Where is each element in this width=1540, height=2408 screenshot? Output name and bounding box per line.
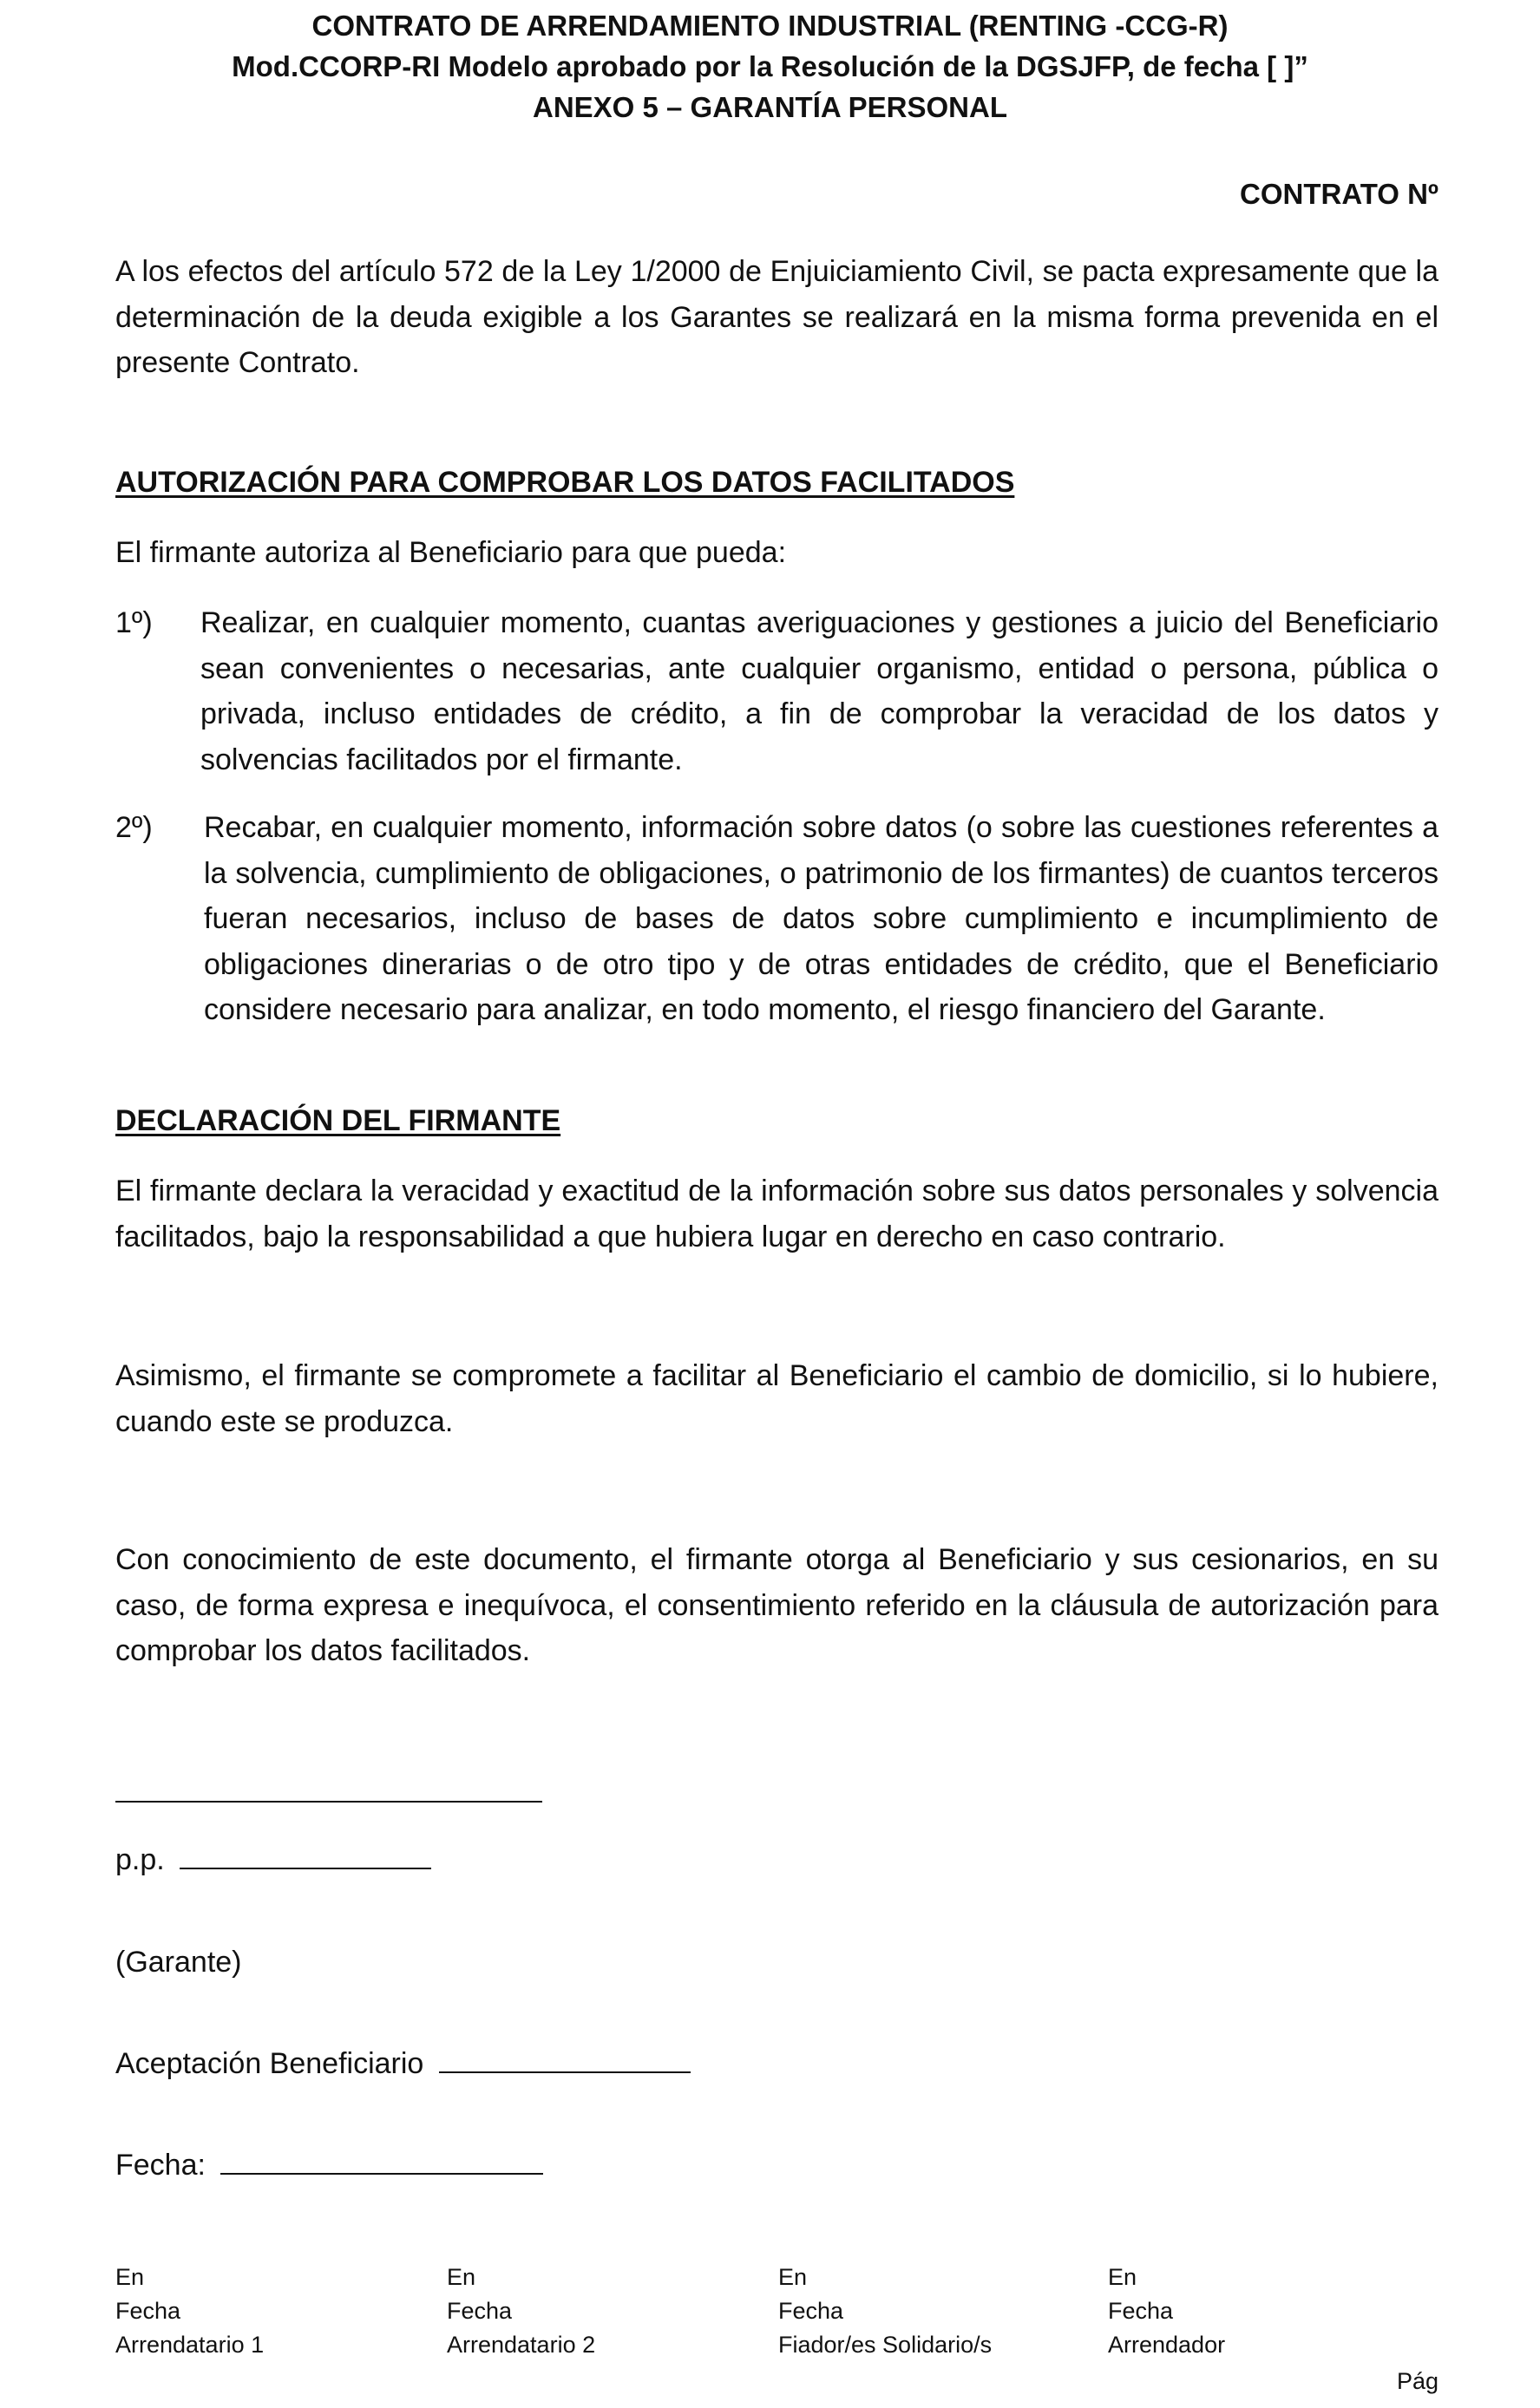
contract-number-label: CONTRATO Nº (1240, 178, 1438, 210)
authorization-item-1-number: 1º) (115, 606, 153, 639)
footer-date-label: Fecha (778, 2298, 844, 2324)
footer-date-label: Fecha (1108, 2298, 1174, 2324)
header-model: Mod.CCORP-RI Modelo aprobado por la Resolución de la DGSJFP, de fecha [ ]” (232, 50, 1308, 82)
footer-place-label: En (447, 2264, 476, 2290)
page-number-label: Pág (1396, 2368, 1438, 2394)
declaration-heading: DECLARACIÓN DEL FIRMANTE (115, 1104, 561, 1137)
authorization-heading: AUTORIZACIÓN PARA COMPROBAR LOS DATOS FACILITADOS (115, 466, 1015, 499)
pp-signature-row (115, 1837, 431, 1882)
footer-column-arrendador (1108, 2261, 1225, 2362)
footer-place-label: En (115, 2264, 145, 2290)
acceptance-signature-blank[interactable] (439, 2045, 691, 2073)
authorization-item-2-number: 2º) (115, 811, 153, 844)
footer-column-arrendatario-2 (447, 2261, 595, 2362)
footer-date-label: Fecha (447, 2298, 513, 2324)
footer-party-label: Arrendatario 1 (115, 2332, 265, 2358)
authorization-lead: El firmante autoriza al Beneficiario para que pueda: (115, 536, 787, 569)
footer-place-label: En (778, 2264, 808, 2290)
declaration-paragraph-1: El firmante declara la veracidad y exactitud de la información sobre sus datos personales y solvencia facilitados, bajo la responsabilidad a que hubiera lugar en derecho en caso contrario. (115, 1175, 1438, 1253)
document-header (0, 5, 1540, 128)
acceptance-row (115, 2041, 691, 2086)
footer-column-arrendatario-1 (115, 2261, 264, 2362)
date-blank[interactable] (220, 2147, 543, 2175)
date-row (115, 2143, 543, 2188)
date-label: Fecha: (115, 2149, 206, 2182)
declaration-paragraph-2: Asimismo, el firmante se compromete a facilitar al Beneficiario el cambio de domicilio, si lo hubiere, cuando este se produzca. (115, 1359, 1438, 1438)
footer-party-label: Fiador/es Solidario/s (778, 2332, 993, 2358)
guarantor-signature-line[interactable] (115, 1801, 542, 1803)
authorization-item-2-text: Recabar, en cualquier momento, información sobre datos (o sobre las cuestiones referentes a la solvencia, cumplimiento de obligaciones, o patrimonio de los firmantes) de cuantos terceros fueran necesarios, incluso de bases de datos sobre cumplimiento e incumplimiento de obligaciones dinerarias o de otro tipo y de otras entidades de crédito, que el Beneficiario considere necesario para analizar, en todo momento, el riesgo financiero del Garante. (204, 811, 1438, 1026)
header-annex: ANEXO 5 – GARANTÍA PERSONAL (532, 91, 1007, 123)
pp-label: p.p. (115, 1843, 165, 1876)
footer-date-label: Fecha (115, 2298, 181, 2324)
guarantor-label: (Garante) (115, 1946, 242, 1979)
declaration-paragraph-3: Con conocimiento de este documento, el firmante otorga al Beneficiario y sus cesionarios, en su caso, de forma expresa e inequívoca, el consentimiento referido en la cláusula de autorización para comprobar los datos facilitados. (115, 1543, 1438, 1667)
footer-party-label: Arrendatario 2 (447, 2332, 596, 2358)
authorization-item-1-text: Realizar, en cualquier momento, cuantas averiguaciones y gestiones a juicio del Beneficiario sean convenientes o necesarias, ante cualquier organismo, entidad o persona, pública o privada, incluso entidades de crédito, a fin de comprobar la veracidad de los datos y solvencias facilitados por el firmante. (200, 606, 1438, 776)
footer-party-label: Arrendador (1108, 2332, 1226, 2358)
intro-paragraph: A los efectos del artículo 572 de la Ley 1/2000 de Enjuiciamiento Civil, se pacta expresamente que la determinación de la deuda exigible a los Garantes se realizará en la misma forma prevenida en el presente Contrato. (115, 255, 1438, 379)
footer-place-label: En (1108, 2264, 1137, 2290)
pp-signature-blank[interactable] (180, 1842, 431, 1869)
header-title: CONTRATO DE ARRENDAMIENTO INDUSTRIAL (RENTING -CCG-R) (311, 10, 1229, 42)
footer-column-fiador (778, 2261, 992, 2362)
acceptance-label: Aceptación Beneficiario (115, 2047, 424, 2080)
